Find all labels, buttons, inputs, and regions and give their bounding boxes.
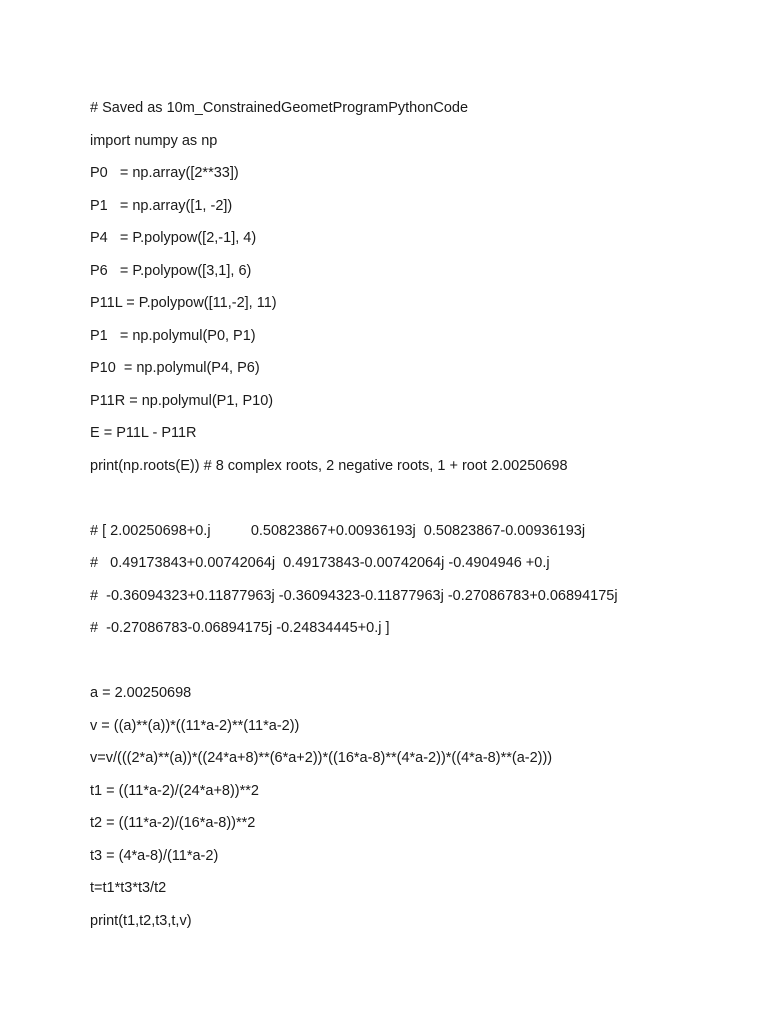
code-line-import: import numpy as np [90,132,218,149]
code-line-t2: t2 = ((11*a-2)/(16*a-8))**2 [90,815,256,831]
comment-line-saved-as: # Saved as 10m_ConstrainedGeometProgramPythonCode [90,100,469,116]
code-line-p6: P6 = P.polypow([3,1], 6) [90,262,252,279]
code-line-v: v = ((a)**(a))*((11*a-2)**(11*a-2)) [90,717,300,734]
code-line-p1: P1 = np.array([1, -2]) [90,197,233,214]
comment-line-roots-2: # 0.49173843+0.00742064j 0.49173843-0.00742064j -0.4904946 +0.j [90,555,550,571]
code-listing [90,92,750,937]
comment-line-roots-1: # [ 2.00250698+0.j 0.50823867+0.00936193j 0.50823867-0.00936193j [90,522,586,539]
code-line-print-results: print(t1,t2,t3,t,v) [90,912,192,929]
comment-line-roots-3: # -0.36094323+0.11877963j -0.36094323-0.11877963j -0.27086783+0.06894175j [90,587,618,604]
code-line-t1: t1 = ((11*a-2)/(24*a+8))**2 [90,782,259,799]
comment-line-roots-4: # -0.27086783-0.06894175j -0.24834445+0.j ] [90,620,390,636]
code-line-p10: P10 = np.polymul(P4, P6) [90,360,260,376]
code-line-p1-polymul: P1 = np.polymul(P0, P1) [90,327,256,344]
code-line-a: a = 2.00250698 [90,685,192,701]
blank-line [90,482,750,515]
code-line-p11l: P11L = P.polypow([11,-2], 11) [90,295,277,311]
code-line-t3: t3 = (4*a-8)/(11*a-2) [90,847,219,864]
blank-line [90,645,750,678]
code-line-p0: P0 = np.array([2**33]) [90,165,239,181]
code-line-v-divide: v=v/(((2*a)**(a))*((24*a+8)**(6*a+2))*((16*a-8)**(4*a-2))*((4*a-8)**(a-2))) [90,750,553,766]
code-line-p11r: P11R = np.polymul(P1, P10) [90,392,274,409]
code-line-t: t=t1*t3*t3/t2 [90,880,167,896]
code-line-p4: P4 = P.polypow([2,-1], 4) [90,230,257,246]
code-line-print-roots: print(np.roots(E)) # 8 complex roots, 2 negative roots, 1 + root 2.00250698 [90,457,568,474]
code-line-e: E = P11L - P11R [90,425,197,441]
